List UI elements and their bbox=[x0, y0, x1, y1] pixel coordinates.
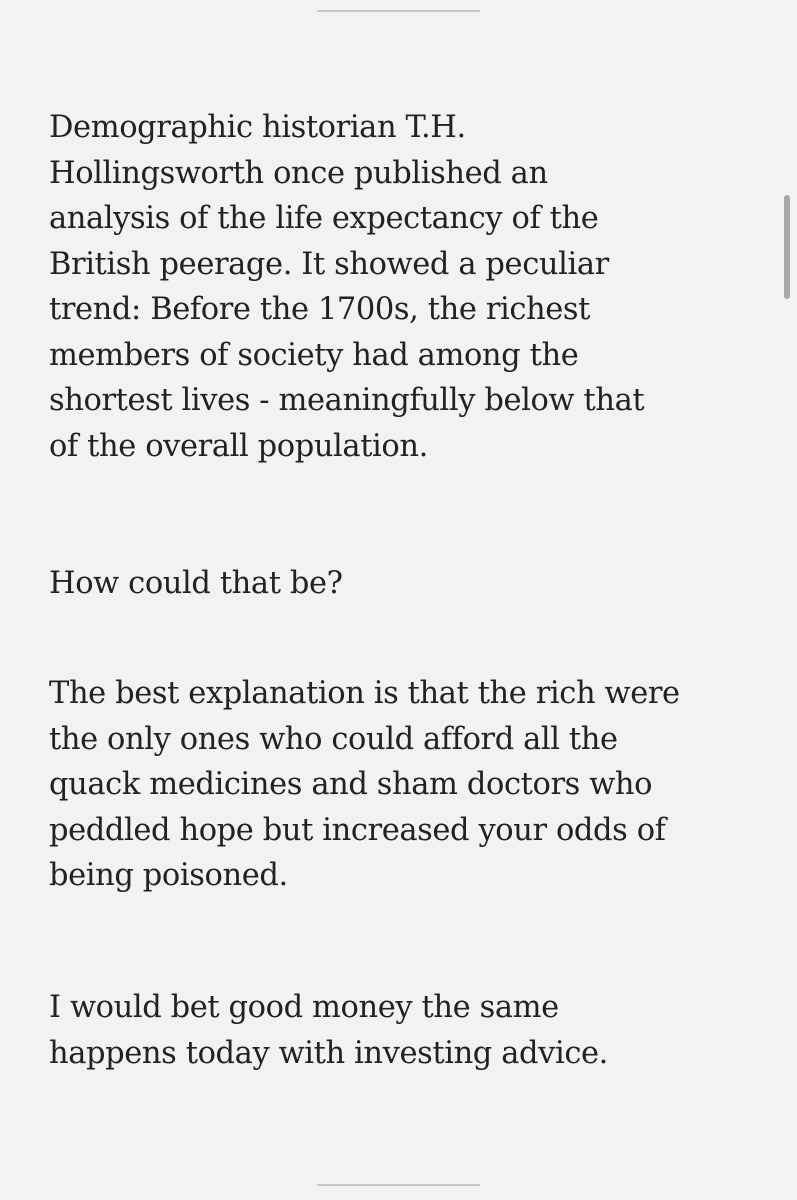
text-line: I would bet good money the same bbox=[49, 990, 559, 1025]
text-line: quack medicines and sham doctors who bbox=[49, 767, 653, 802]
top-divider bbox=[317, 10, 480, 12]
text-line: being poisoned. bbox=[49, 858, 288, 893]
paragraph-conclusion bbox=[49, 985, 608, 1076]
text-line: peddled hope but increased your odds of bbox=[49, 812, 666, 848]
text-line: Hollingsworth once published an bbox=[49, 155, 548, 191]
text-line: How could that be? bbox=[49, 566, 343, 601]
text-line: British peerage. It showed a peculiar bbox=[49, 246, 609, 282]
text-line: shortest lives - meaningfully below that bbox=[49, 383, 645, 418]
text-line: members of society had among the bbox=[49, 337, 579, 373]
text-line: analysis of the life expectancy of the bbox=[49, 201, 599, 236]
text-line: The best explanation is that the rich were bbox=[49, 676, 680, 711]
paragraph-question bbox=[49, 561, 343, 607]
text-line: the only ones who could afford all the bbox=[49, 721, 618, 757]
text-line: happens today with investing advice. bbox=[49, 1035, 608, 1071]
paragraph-hollingsworth bbox=[49, 105, 644, 469]
bottom-divider bbox=[317, 1184, 480, 1186]
scrollbar-thumb[interactable] bbox=[784, 195, 790, 299]
text-line: Demographic historian T.H. bbox=[49, 110, 466, 145]
paragraph-explanation bbox=[49, 671, 680, 899]
text-line: of the overall population. bbox=[49, 428, 428, 464]
text-line: trend: Before the 1700s, the richest bbox=[49, 292, 591, 327]
